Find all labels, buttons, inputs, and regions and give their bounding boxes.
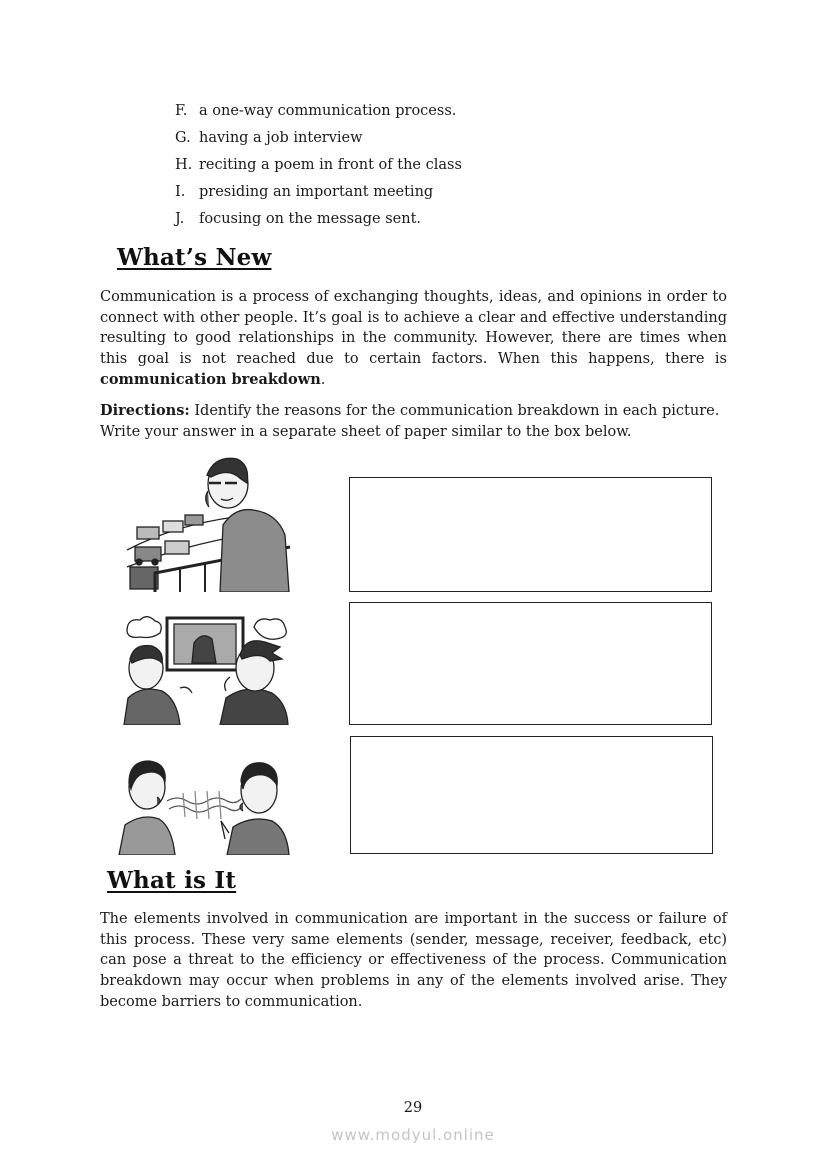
page-number: 29 [403, 1100, 423, 1116]
intro-paragraph: Communication is a process of exchanging thoughts, ideas, and opinions in order to connect with other people. It’s goal is to achieve a clear and effective understanding resulting to good relationships in the community. However, there are times when this goal is not reached due to certain factors. When this happens, there is communication breakdown. [100, 289, 727, 388]
picture-argument [117, 755, 292, 855]
list-item: I. presiding an important meeting [175, 184, 434, 200]
directions-label: Directions: [100, 402, 190, 419]
communication-breakdown-term: communication breakdown [100, 370, 321, 388]
answer-box-1[interactable] [349, 477, 712, 592]
whats-new-heading: What’s New [117, 244, 272, 271]
list-item: F. a one-way communication process. [175, 103, 457, 119]
answer-box-3[interactable] [350, 736, 713, 854]
list-item: H. reciting a poem in front of the class [175, 157, 462, 173]
what-is-it-heading: What is It [107, 867, 237, 894]
directions-paragraph: Directions: Identify the reasons for the communication breakdown in each picture. Write your answer in a separate sheet of paper similar to the box below. [100, 402, 720, 440]
what-is-it-paragraph: The elements involved in communication are important in the success or failure of this process. These very same elements (sender, message, receiver, feedback, etc) can pose a threat to the efficiency or effectiveness of the process. Communication breakdown may occur when problems in any of the elements involved arise. They become barriers to communication. [100, 911, 727, 1010]
list-item: G. having a job interview [175, 130, 363, 146]
picture-phone-traffic [125, 455, 293, 592]
answer-box-2[interactable] [349, 602, 712, 725]
list-item: J. focusing on the message sent. [175, 211, 422, 227]
choices-list [175, 98, 575, 233]
picture-tv-conversation [122, 613, 294, 725]
watermark: www.modyul.online [331, 1126, 495, 1144]
